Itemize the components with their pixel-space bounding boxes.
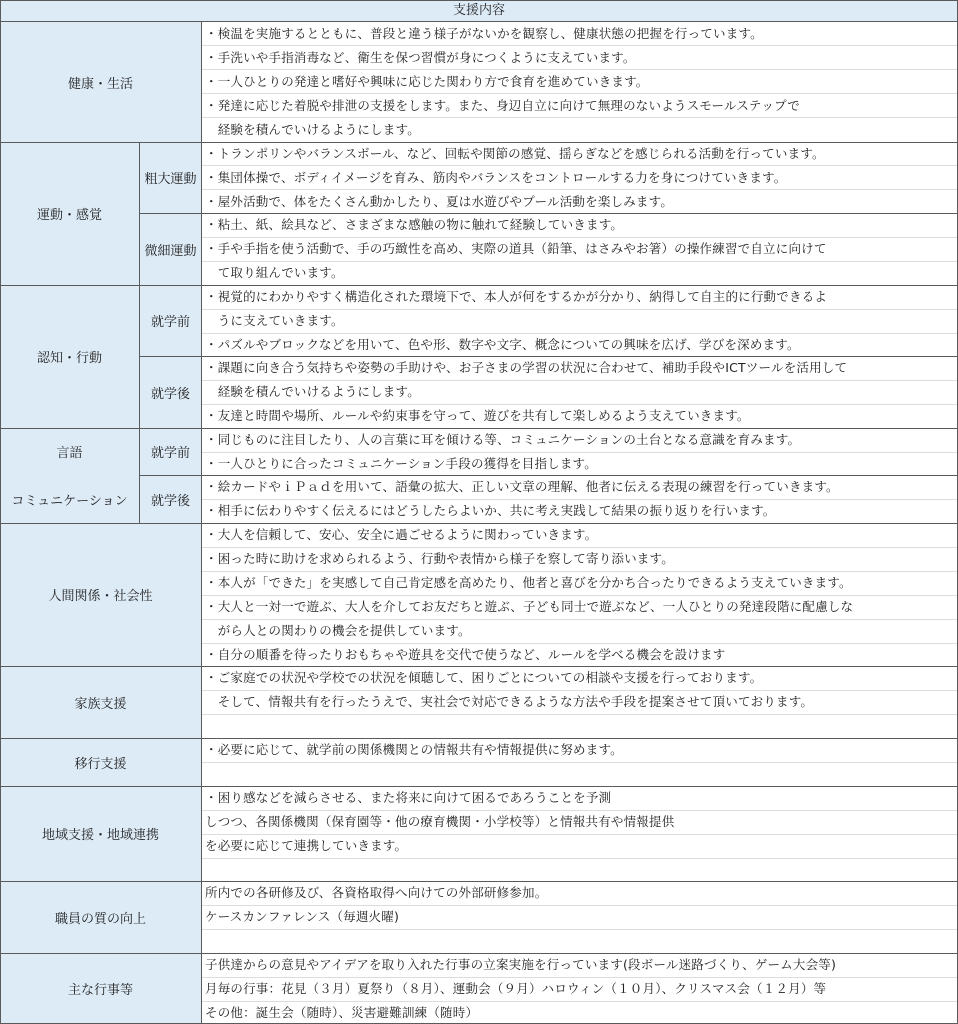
health-line-5: 経験を積んでいけるようにします。 — [205, 122, 420, 137]
subcategory-cognition-school: 就学後 — [139, 356, 201, 428]
category-language-line1: 言語 — [56, 446, 83, 462]
language-pre-line-2: ・一人ひとりに合ったコミュニケーション手段の獲得を目指します。 — [205, 456, 597, 471]
language-pre-line-1: ・同じものに注目したり、人の言葉に耳を傾ける等、コミュニケーションの土台となる意識を育みます。 — [205, 432, 801, 447]
table-header: 支援内容 — [0, 0, 958, 22]
category-transition: 移行支援 — [0, 738, 201, 786]
family-line-2: そして、情報共有を行ったうえで、実社会で対応できるような方法や手段を提案させて頂いております。 — [205, 694, 814, 709]
category-family: 家族支援 — [0, 666, 201, 738]
health-line-2: ・手洗いや手指消毒など、衛生を保つ習慣が身につくように支えています。 — [205, 50, 636, 65]
community-line-1: ・困り感などを減らさせる、また将来に向けて困るであろうことを予測 — [205, 790, 612, 805]
health-line-1: ・検温を実施するとともに、普段と違う様子がないかを観察し、健康状態の把握を行っています。 — [205, 26, 763, 41]
staff-line-2: ケースカンファレンス（毎週火曜) — [205, 909, 400, 924]
category-language-line2: コミュニケーション — [11, 493, 128, 509]
gross-motor-line-2: ・集団体操で、ボディイメージを育み、筋肉やバランスをコントロールする力を身につけていきます。 — [205, 170, 787, 185]
subcategory-language-school: 就学後 — [139, 475, 201, 523]
language-post-line-2: ・相手に伝わりやすく伝えるにはどうしたらよいか、共に考え実践して結果の振り返りを行います。 — [205, 503, 776, 518]
fine-motor-line-3: て取り組んでいます。 — [205, 265, 344, 280]
social-line-4: ・大人と一対一で遊ぶ、大人を介してお友だちと遊ぶ、子ども同士で遊ぶなど、一人ひとりの発達段階に配慮しな — [205, 599, 854, 614]
transition-line-1: ・必要に応じて、就学前の関係機関との情報共有や情報提供に努めます。 — [205, 742, 623, 757]
social-line-2: ・困った時に助けを求められるよう、行動や表情から様子を察して寄り添います。 — [205, 551, 674, 566]
category-motor: 運動・感覚 — [0, 142, 139, 285]
community-line-3: を必要に応じて連携していきます。 — [205, 838, 408, 853]
category-cognition: 認知・行動 — [0, 285, 139, 428]
family-line-1: ・ご家庭での状況や学校での状況を傾聴して、困りごとについての相談や支援を行っております。 — [205, 670, 763, 685]
cognition-pre-line-1: ・視覚的にわかりやすく構造化された環境下で、本人が何をするかが分かり、納得して自主的に行動できるよ — [205, 289, 828, 304]
social-line-3: ・本人が「できた」を実感して自己肯定感を高めたり、他者と喜びを分かち合ったりできるよう支えていきます。 — [205, 575, 852, 590]
category-events: 主な行事等 — [0, 953, 201, 1024]
social-line-6: ・自分の順番を待ったりおもちゃや遊具を交代で使うなど、ルールを学べる機会を設けます — [205, 647, 726, 662]
events-line-3: その他：誕生会（随時）、災害避難訓練（随時） — [205, 1005, 479, 1020]
gross-motor-line-3: ・屋外活動で、体をたくさん動かしたり、夏は水遊びやプール活動を楽しみます。 — [205, 194, 674, 209]
category-staff: 職員の質の向上 — [0, 881, 201, 953]
staff-line-1: 所内での各研修及び、各資格取得へ向けての外部研修参加。 — [205, 885, 548, 900]
community-line-2: しつつ、各関係機関（保育園等・他の療育機関・小学校等）と情報共有や情報提供 — [205, 814, 675, 829]
cognition-pre-line-2: うに支えていきます。 — [205, 313, 344, 328]
health-line-3: ・一人ひとりの発達と嗜好や興味に応じた関わり方で食育を進めていきます。 — [205, 74, 649, 89]
subcategory-gross-motor: 粗大運動 — [139, 142, 201, 213]
gross-motor-line-1: ・トランポリンやバランスボール、など、回転や関節の感覚、揺らぎなどを感じられる活動を行っています。 — [205, 146, 825, 161]
cognition-post-line-2: 経験を積んでいけるようにします。 — [205, 384, 420, 399]
language-post-line-1: ・絵カードやｉＰａｄを用いて、語彙の拡大、正しい文章の理解、他者に伝える表現の練習を行っていきます。 — [205, 479, 839, 494]
cognition-pre-line-3: ・パズルやブロックなどを用いて、色や形、数字や文字、概念についての興味を広げ、学びを深めます。 — [205, 337, 800, 352]
events-line-2: 月毎の行事：花見（３月）夏祭り（８月）、運動会（９月）ハロウィン（１０月）、クリスマス会（１２月）等 — [205, 981, 827, 996]
category-health: 健康・生活 — [0, 22, 201, 142]
category-social: 人間関係・社会性 — [0, 523, 201, 666]
events-line-1: 子供達からの意見やアイデアを取り入れた行事の立案実施を行っています(段ボール迷路づくり、ゲーム大会等) — [205, 957, 837, 972]
social-line-1: ・大人を信頼して、安心、安全に過ごせるように関わっていきます。 — [205, 527, 598, 542]
social-line-5: がら人との関わりの機会を提供しています。 — [205, 623, 471, 638]
cognition-post-line-3: ・友達と時間や場所、ルールや約束事を守って、遊びを共有して楽しめるよう支えていきます。 — [205, 408, 750, 423]
category-language — [0, 428, 139, 523]
category-community: 地域支援・地域連携 — [0, 786, 201, 881]
fine-motor-line-2: ・手や手指を使う活動で、手の巧緻性を高め、実際の道具（鉛筆、はさみやお箸）の操作練習で自立に向けて — [205, 241, 827, 256]
cognition-post-line-1: ・課題に向き合う気持ちや姿勢の手助けや、お子さまの学習の状況に合わせて、補助手段やICTツールを活用して — [205, 360, 848, 375]
fine-motor-line-1: ・粘土、紙、絵具など、さまざまな感触の物に触れて経験していきます。 — [205, 217, 624, 232]
subcategory-cognition-preschool: 就学前 — [139, 285, 201, 356]
subcategory-fine-motor: 微細運動 — [139, 213, 201, 285]
health-line-4: ・発達に応じた着脱や排泄の支援をします。また、身辺自立に向けて無理のないようスモールステップで — [205, 98, 800, 113]
subcategory-language-preschool: 就学前 — [139, 428, 201, 475]
